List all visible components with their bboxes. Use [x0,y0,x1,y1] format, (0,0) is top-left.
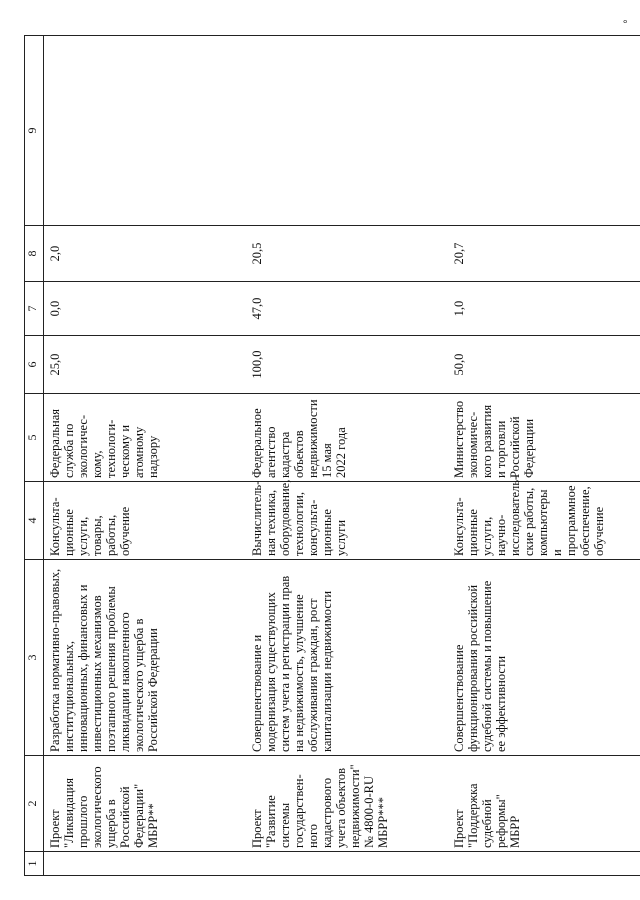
project-name-cell: Проект "Ликвидация прошлого экологического ущерба в Российской Федерации" МБРР** [44,756,247,852]
col-header-6: 6 [25,336,44,394]
project-name-cell: Проект "Поддержка судебной реформы" МБРР [448,756,640,852]
col-header-2: 2 [25,756,44,852]
page-mark: ° [623,18,628,30]
value-cell-6: 25,0 [44,336,247,394]
row-number-cell [246,852,448,876]
col-header-1: 1 [25,852,44,876]
col-header-5: 5 [25,394,44,482]
project-goal-cell: Совершенствование функционирования российской судебной системы и повышение ее эффективности [448,560,640,756]
procurement-cell: Консульта- ционные услуги, товары, работы, обучение [44,482,247,560]
value-cell-7: 0,0 [44,282,247,336]
col-header-9: 9 [25,36,44,226]
header-row [25,36,44,876]
executor-cell: Федеральная служба по экологичес- кому, технологи- ческому и атомному надзору [44,394,247,482]
procurement-cell: Вычислитель- ная техника, оборудование, технологии, консульта- ционные услуги [246,482,448,560]
value-cell-6: 50,0 [448,336,640,394]
project-goal-cell: Совершенствование и модернизация существующих систем учета и регистрации прав на недвижимость, улучшение обслуживания граждан, рост капитализации недвижимости [246,560,448,756]
table-row [44,36,247,876]
value-cell-8: 20,5 [246,226,448,282]
col-header-8: 8 [25,226,44,282]
project-name-cell: Проект "Развитие системы государствен- ного кадастрового учета объектов недвижимости" № 4800-0-RU МБРР*** [246,756,448,852]
col-header-7: 7 [25,282,44,336]
executor-cell: Министерство экономичес- кого развития и торговли Российской Федерации [448,394,640,482]
value-cell-7: 1,0 [448,282,640,336]
col-header-3: 3 [25,560,44,756]
executor-cell: Федеральное агентство кадастра объектов недвижимости 15 мая 2022 года [246,394,448,482]
value-cell-7: 47,0 [246,282,448,336]
rotated-table-container [24,36,626,876]
projects-table [24,35,640,876]
value-cell-6: 100,0 [246,336,448,394]
value-cell-8: 20,7 [448,226,640,282]
value-cell-9 [448,36,640,226]
procurement-cell: Консульта- ционные услуги, научно- исследователь- ские работы, компьютеры и программное обеспечение, обучение [448,482,640,560]
value-cell-8: 2,0 [44,226,247,282]
row-number-cell [44,852,247,876]
value-cell-9 [44,36,247,226]
row-number-cell [448,852,640,876]
project-goal-cell: Разработка нормативно-правовых, институциональных, инновационных, финансовых и инвестиционных механизмов поэтапного решения проблемы ликвидации накопленного экологического ущерба в Российской Федерации [44,560,247,756]
table-row [448,36,640,876]
table-row [246,36,448,876]
value-cell-9 [246,36,448,226]
col-header-4: 4 [25,482,44,560]
